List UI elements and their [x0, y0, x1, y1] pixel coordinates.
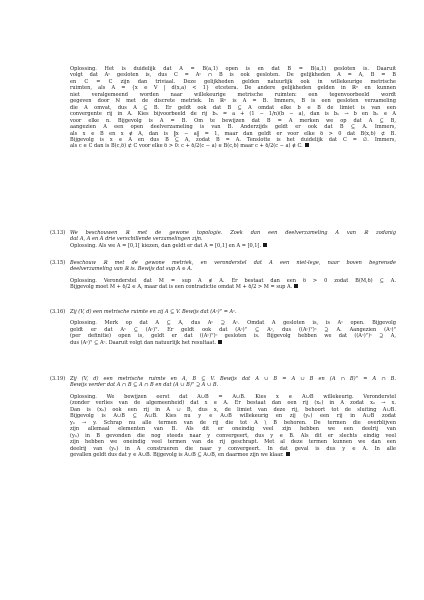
exercise-number: (3.13)	[50, 230, 66, 236]
text-line-last: als c ∈ C dan is B(c,δ) ⊄ C voor elke δ > 0: c + δ/2(c − a) ∈ B(c,δ) maar c + δ/2(c − a) ∉ C.	[70, 143, 396, 149]
exercise-3-13	[70, 230, 396, 249]
exercise-solution-line: Bijgevolg moet M + δ/2 ∈ A, maar dat is een contradictie omdat M + δ/2 > M = sup A.	[70, 284, 396, 290]
exercise-solution-line: (zonder verlies van de algemeenheid) dat x ∈ Ā. Er bestaat dan een rij (xₙ) in A zodat xₙ → x.	[70, 400, 396, 407]
text-line: Bijgevolg is x ∈ A en dus B̊ ⊆ A, zodat B̊ = A. Tenslotte is het duidelijk dat C̊ = ∅. Immers,	[70, 136, 396, 143]
exercise-statement-line: deelverzameling van ℝ is. Bewijs dat sup A ∈ Ā.	[70, 266, 193, 273]
exercise-statement-line: Beschouw ℝ met de gewone metriek, en veronderstel dat A een niet-lege, naar boven begrensde	[70, 260, 396, 266]
qed-mark	[294, 284, 298, 288]
qed-mark	[263, 243, 267, 247]
text-line: die A omvat, dus Ā ⊆ B. Er geldt ook dat B ⊆ Ā omdat elke b ∈ B de limiet is van een	[70, 104, 396, 111]
exercise-statement-line: Zij (V, d) een metrische ruimte en A, B ⊆ V. Bewijs dat A ∪ B = Ā ∪ B̄ en (A ∩ B)° = Å ∩ B̊.	[70, 376, 396, 382]
exercise-3-16	[70, 309, 396, 346]
exercise-number: (3.15)	[50, 260, 66, 266]
exercise-3-19	[70, 376, 396, 458]
text-line: ruimten, als A = {x ∈ V | d(x,a) < 1} etcetera. De andere gelijkheden gelden in ℝⁿ en kunnen	[70, 85, 396, 92]
exercise-statement-line: We beschouwen ℝ met de gewone topologie. Zoek dan een deelverzameling A van ℝ zodanig	[70, 230, 396, 236]
exercise-solution-line: zijn allemaal elementen van B. Als dit er oneindig veel zijn hebben we een deelrij van	[70, 426, 396, 433]
exercise-solution-line: (per definitie) open is, geldt er dat ((Aᶜ)°)ᶜ gesloten is. Bijgevolg hebben we dat ((Aᶜ)°)ᶜ ⊇ Ā,	[70, 333, 396, 340]
text-line: niet veralgemeend worden naar willekeurige metrische ruimten: een tegenvoorbeeld wordt	[70, 91, 396, 98]
exercise-solution-line: dus (Aᶜ)° ⊆ Āᶜ. Daaruit volgt dan natuurlijk het resultaat.	[70, 340, 396, 346]
exercise-solution-line: geldt er dat Āᶜ ⊆ (Aᶜ)°. Er geldt ook dat (Aᶜ)° ⊆ Aᶜ, dus ((Aᶜ)°)ᶜ ⊇ A. Aangezien (Aᶜ)°	[70, 326, 396, 333]
text-line: convergente rij in A. Kies bijvoorbeeld de rij bₙ = a + (1 − 1/n)(b − a), dan is bₙ → b en bₙ ∈ A	[70, 111, 396, 118]
exercise-solution-line: Oplossing. Merk op dat A ⊆ Ā, dus Aᶜ ⊇ Āᶜ. Omdat Ā gesloten is, is Āᶜ open. Bijgevolg	[70, 320, 396, 327]
text-line: gegeven door ℕ met de discrete metriek. In ℝⁿ is Ā = B. Immers, B is een gesloten verzameling	[70, 98, 396, 105]
exercise-solution-line: Oplossing. We bewijzen eerst dat A∪B = Ā∪B̄. Kies x ∈ Ā∪B̄ willekeurig. Veronderstel	[70, 393, 396, 400]
text-line: en C̄ = C zijn dan triviaal. Deze gelijkheden gelden natuurlijk ook in willekeurige metrische	[70, 78, 396, 85]
text-line: volgt dat Aᶜ gesloten is, dus C = Aᶜ ∩ B is ook gesloten. De gelijkheden Ā = A, B̊ = B	[70, 72, 396, 79]
exercise-3-15	[70, 260, 396, 291]
exercise-solution-line: yₙ → y. Schrap nu alle termen van de rij die tot A \ B behoren. De termen die overblijven	[70, 419, 396, 426]
exercise-statement-line: dat A, Ā en Å drie verschillende verzamelingen zijn.	[70, 236, 203, 243]
intro-solution-paragraph	[70, 66, 396, 150]
qed-mark	[286, 452, 290, 456]
exercise-solution-line: zijn hebben we oneindig veel termen van de rij geschrapt. Met al deze termen kunnen we dan een	[70, 439, 396, 446]
text-line: aangezien A een open deelverzameling is van B. Anderzijds geldt er ook dat B̊ ⊆ A. Immers,	[70, 124, 396, 131]
exercise-solution-line: gevallen geldt dus dat y ∈ Ā∪B̄. Bijgevolg is A∪B ⊆ Ā∪B̄, en daarmee zijn we klaar.	[70, 452, 396, 458]
exercise-statement-line: Bewijs verder dat A ∩ B ⊆ Ā ∩ B̄ en dat (A ∪ B)° ⊇ Å ∪ B̊.	[70, 382, 219, 389]
text-line: voor elke n. Bijgevolg is Ā = B. Om te bewijzen dat B̊ = A merken we op dat A ⊆ B̊,	[70, 117, 396, 124]
exercise-number: (3.19)	[50, 376, 66, 382]
exercise-solution-line: Dan is (xₙ) ook een rij in A ∪ B, dus x, de limiet van deze rij, behoort tot de sluiting A∪B.	[70, 406, 396, 413]
exercise-statement-line: Zij (V, d) een metrische ruimte en zij A ⊆ V. Bewijs dat (Aᶜ)° = Āᶜ.	[70, 309, 237, 315]
qed-mark	[305, 143, 309, 147]
qed-mark	[218, 340, 222, 344]
exercise-solution-line: Oplossing. Als we A = [0,1[ kiezen, dan geldt er dat Ā = [0,1] en Å = ]0,1[.	[70, 243, 396, 249]
text-line: Oplossing. Het is duidelijk dat A = B(a,1) open is en dat B = B̄(a,1) gesloten is. Daaruit	[70, 66, 396, 72]
exercise-solution-line: deelrij van (yₙ) in A construeren die naar y convergeert. In dat geval is dus y ∈ Ā. In alle	[70, 445, 396, 452]
exercise-solution-line: (yₙ) in B gevonden die nog steeds naar y convergeert, dus y ∈ B̄. Als dit er slechts eindig veel	[70, 432, 396, 439]
exercise-solution-line: Oplossing. Veronderstel dat M = sup A ∉ Ā. Er bestaat dan een δ > 0 zodat B(M,δ) ⊆ A.	[70, 277, 396, 284]
exercise-solution-line: Bijgevolg is Ā∪B̄ ⊆ A∪B. Kies nu y ∈ A∪B willekeurig en zij (yₙ) een rij in A∪B zodat	[70, 413, 396, 420]
text-line: als x ∈ B̊ en x ∉ A, dan is ‖x − a‖ = 1, maar dan geldt er voor elke δ > 0 dat B(x,δ) ⊄ B̊.	[70, 130, 396, 137]
exercise-number: (3.16)	[50, 309, 66, 315]
